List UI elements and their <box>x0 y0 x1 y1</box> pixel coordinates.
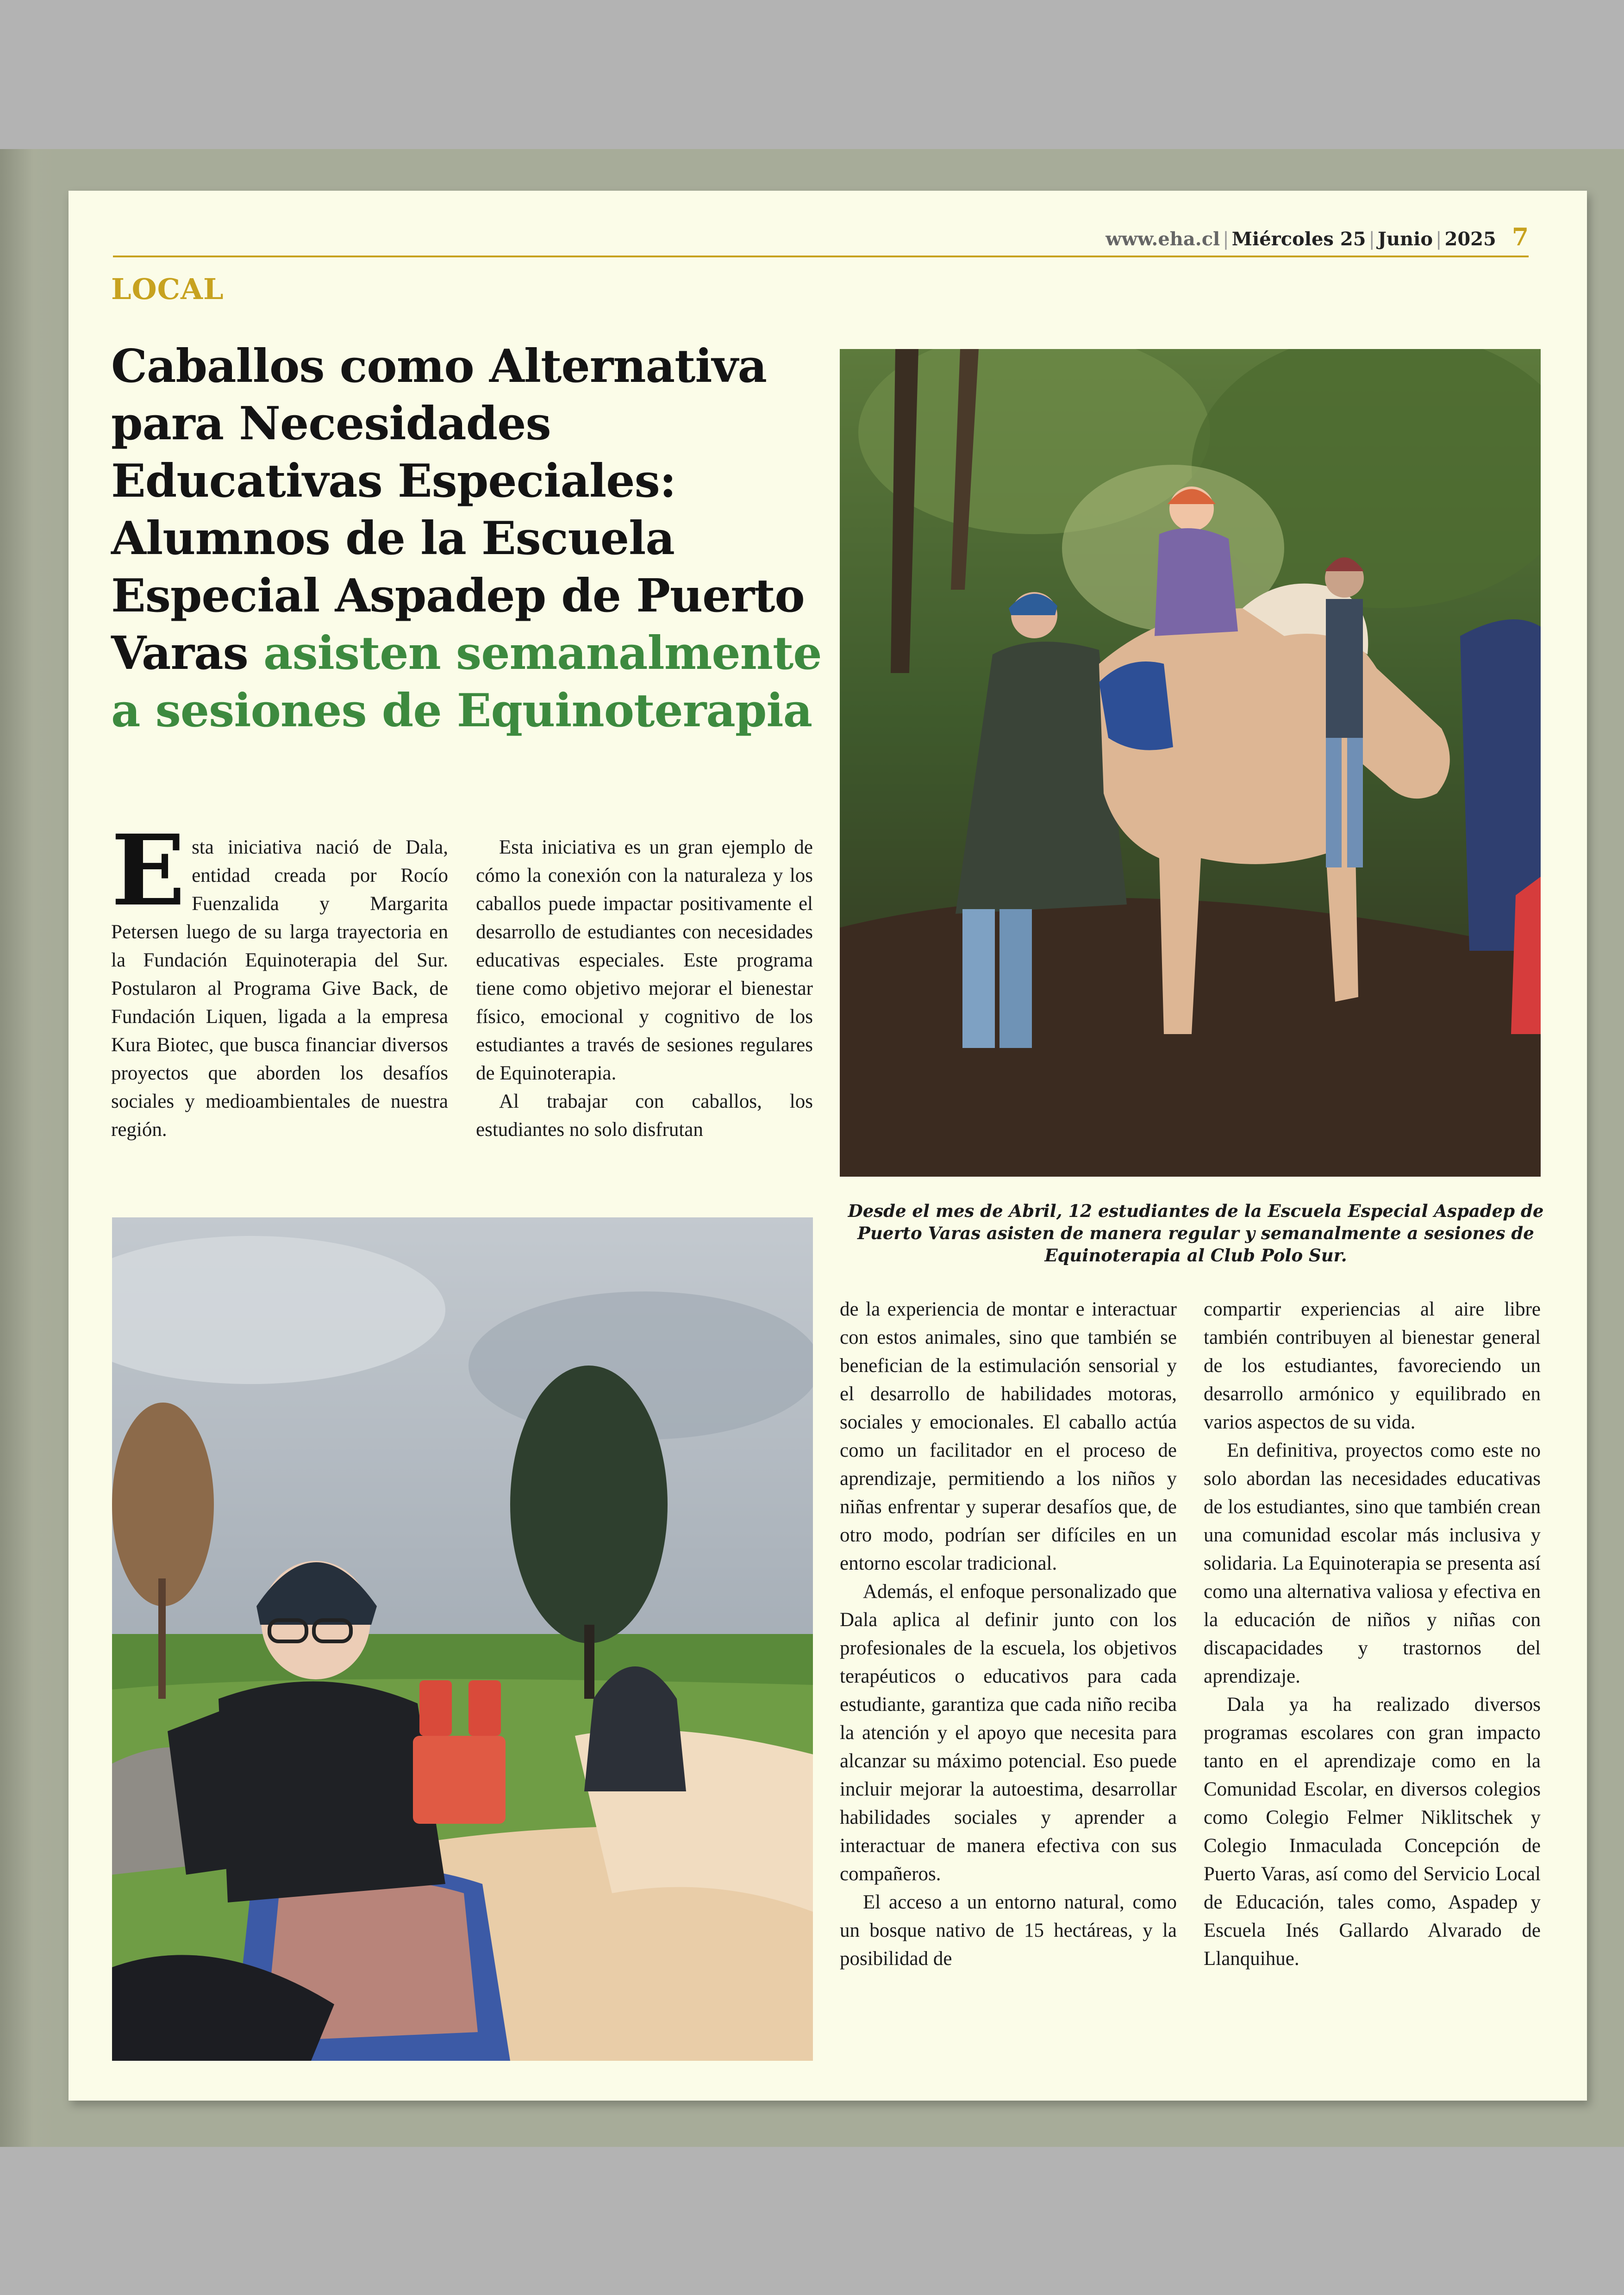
column-1-text: sta iniciativa nació de Dala, entidad creada por Rocío Fuenzalida y Margarita Petersen luego de su larga trayectoria en la Fundación Equinoterapia del Sur. Postularon al Programa Give Back, de Fundación Liquen, ligada a la empresa Kura Biotec, que busca financiar diversos proyectos que aborden los desafíos sociales y medioambientales de nuestra región. <box>111 836 448 1141</box>
photo-forest-horse <box>840 349 1541 1177</box>
page-number: 7 <box>1512 223 1529 251</box>
newspaper-page <box>69 191 1587 2101</box>
headline-main: Caballos como Alternativa para Necesidades Educativas Especiales: Alumnos de la Escuela Especial Aspadep de Puerto Varas <box>111 340 805 680</box>
paragraph: de la experiencia de montar e interactuar con estos animales, sino que también se benefician de la estimulación sensorial y el desarrollo de habilidades motoras, sociales y emocionales. El caballo actúa como un facilitador en el proceso de aprendizaje, permitiendo a los niños y niñas enfrentar y superar desafíos que, de otro modo, podrían ser difíciles en un entorno escolar tradicional. <box>840 1298 1177 1574</box>
header-month: Junio <box>1378 228 1433 250</box>
paragraph: El acceso a un entorno natural, como un bosque nativo de 15 hectáreas, y la posibilidad de <box>840 1891 1177 1970</box>
article-column-4 <box>1204 1295 1541 1973</box>
article-headline <box>111 338 824 740</box>
website-link[interactable]: www.eha.cl <box>1106 228 1220 250</box>
paragraph: compartir experiencias al aire libre también contribuyen al bienestar general de los estudiantes, favoreciendo un desarrollo armónico y equilibrado en varios aspectos de su vida. <box>1204 1298 1541 1433</box>
paragraph: Dala ya ha realizado diversos programas escolares con gran impacto tanto en el aprendizaje como en la Comunidad Escolar, en diversos colegios como Colegio Felmer Niklitschek y Colegio Inmaculada Concepción de Puerto Varas, así como del Servicio Local de Educación, tales como, Aspadep y Escuela Inés Gallardo Alvarado de Llanquihue. <box>1204 1694 1541 1970</box>
article-column-3 <box>840 1295 1177 1973</box>
header-separator: | <box>1436 229 1442 250</box>
paragraph: Esta iniciativa es un gran ejemplo de cómo la conexión con la naturaleza y los caballos puede impactar positivamente el desarrollo de estudiantes con necesidades educativas especiales. Este programa tiene como objetivo mejorar el bienestar físico, emocional y cognitivo de los estudiantes a través de sesiones regulares de Equinoterapia. <box>476 836 813 1084</box>
paragraph: En definitiva, proyectos como este no solo abordan las necesidades educativas de los estudiantes, sino que también crean una comunidad escolar más inclusiva y solidaria. La Equinoterapia se presenta así como una alternativa valiosa y efectiva en la educación de niños y niñas con discapacidades y trastornos del aprendizaje. <box>1204 1440 1541 1687</box>
article-column-2 <box>476 833 813 1144</box>
article-column-1 <box>111 813 448 1144</box>
page-header <box>1106 223 1529 256</box>
header-separator: | <box>1368 229 1375 250</box>
section-label: LOCAL <box>111 272 224 306</box>
header-date-day: Miércoles 25 <box>1231 228 1366 250</box>
photo-forest-horse-image <box>840 349 1541 1177</box>
header-year: 2025 <box>1444 228 1496 250</box>
drop-cap: E <box>111 813 186 928</box>
photo-boy-on-horse <box>112 1217 813 2061</box>
paragraph: Además, el enfoque personalizado que Dala aplica al definir junto con los profesionales de la escuela, los objetivos terapéuticos o educativos para cada estudiante, garantiza que cada niño reciba la atención y el apoyo que necesita para alcanzar su máximo potencial. Eso puede incluir mejorar la autoestima, desarrollar habilidades sociales y aprender a interactuar de manera efectiva con sus compañeros. <box>840 1581 1177 1885</box>
header-separator: | <box>1223 229 1229 250</box>
photo-boy-on-horse-image <box>112 1217 813 2061</box>
photo-caption: Desde el mes de Abril, 12 estudiantes de la Escuela Especial Aspadep de Puerto Varas asisten de manera regular y semanalmente a sesiones de Equinoterapia al Club Polo Sur. <box>848 1201 1544 1266</box>
paragraph: Al trabajar con caballos, los estudiantes no solo disfrutan <box>476 1091 813 1141</box>
headline-highlight: asisten semanalmente a sesiones de Equinoterapia <box>111 627 822 737</box>
page-spine <box>0 149 56 2147</box>
header-rule <box>113 256 1529 257</box>
